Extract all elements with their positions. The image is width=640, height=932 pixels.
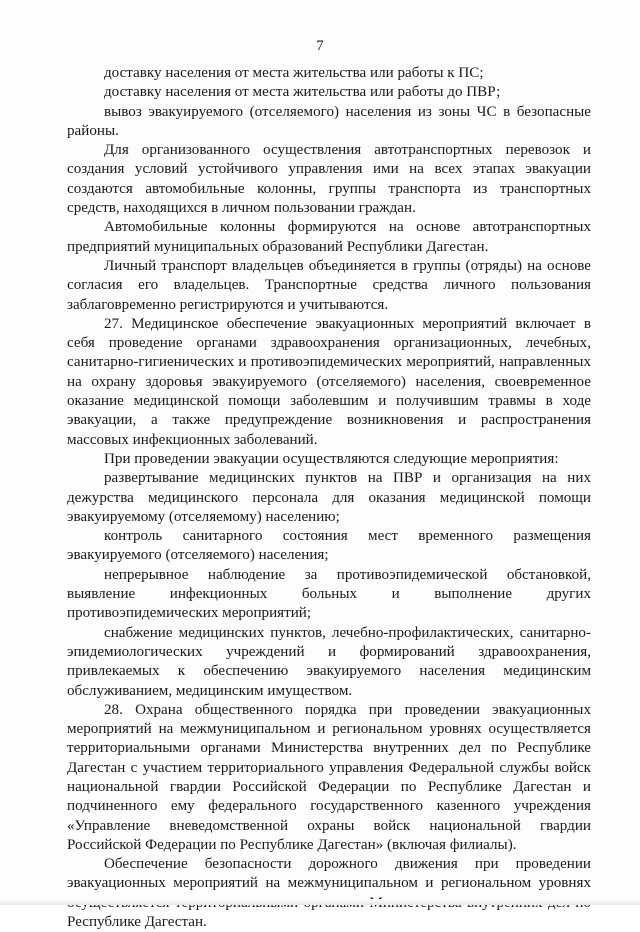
paragraph: Личный транспорт владельцев объединяется в группы (отряды) на основе согласия его владельцев. Транспортные средства личного пользования заблаговременно регистрируются и учитываются. — [67, 257, 591, 313]
scan-bottom-edge — [0, 899, 640, 905]
paragraph: доставку населения от места жительства или работы к ПС; — [104, 65, 484, 81]
paragraph: непрерывное наблюдение за противоэпидемической обстановкой, выявление инфекционных больных и выполнение других противоэпидемических мероприятий; — [67, 566, 591, 622]
paragraph: снабжение медицинских пунктов, лечебно-профилактических, санитарно-эпидемиологических учреждений и формирований здравоохранения, привлекаемых к обеспечению эвакуируемого населения медицинским обслуживанием, медицинским имуществом. — [67, 624, 591, 699]
document-body — [67, 64, 591, 932]
paragraph: контроль санитарного состояния мест временного размещения эвакуируемого (отселяемого) населения; — [67, 528, 591, 564]
paragraph: доставку населения от места жительства или работы до ПВР; — [104, 84, 501, 101]
paragraph: вывоз эвакуируемого (отселяемого) населения из зоны ЧС в безопасные районы. — [67, 103, 591, 139]
paragraph: Автомобильные колонны формируются на основе автотранспортных предприятий муниципальных образований Республики Дагестан. — [67, 219, 591, 255]
paragraph: Для организованного осуществления автотранспортных перевозок и создания условий устойчивого управления ими на всех этапах эвакуации создаются автомобильные колонны, группы транспорта из транспортных средств, находящихся в личном пользовании граждан. — [67, 142, 591, 217]
paragraph: При проведении эвакуации осуществляются следующие мероприятия: — [104, 450, 559, 467]
page-number: 7 — [316, 38, 324, 54]
paragraph: 27. Медицинское обеспечение эвакуационных мероприятий включает в себя проведение органами здравоохранения организационных, лечебных, санитарно-гигиенических и противоэпидемических мероприятий, направленных на охрану здоровья эвакуируемого (отселяемого) населения, своевременное оказание медицинской помощи заболевшим и получившим травмы в ходе эвакуации, а также предупреждение возникновения и распространения массовых инфекционных заболеваний. — [67, 315, 591, 448]
paragraph: развертывание медицинских пунктов на ПВР и организация на них дежурства медицинского персонала для оказания медицинской помощи эвакуируемому (отселяемому) населению; — [67, 470, 591, 525]
paragraph: 28. Охрана общественного порядка при проведении эвакуационных мероприятий на межмуниципальном и региональном уровнях осуществляется территориальными органами Министерства внутренних дел по Республике Дагестан с участием территориального управления Федеральной службы войск национальной гвардии Российской Федерации по Республике Дагестан и подчиненного ему федерального государственного казенного учреждения «Управление вневедомственной охраны войск национальной гвардии Российской Федерации по Республике Дагестан» (включая филиалы). — [67, 701, 591, 853]
paragraph: Обеспечение безопасности дорожного движения при проведении эвакуационных мероприятий на межмуниципальном и региональном уровнях Республике Дагестан. — [67, 856, 591, 931]
